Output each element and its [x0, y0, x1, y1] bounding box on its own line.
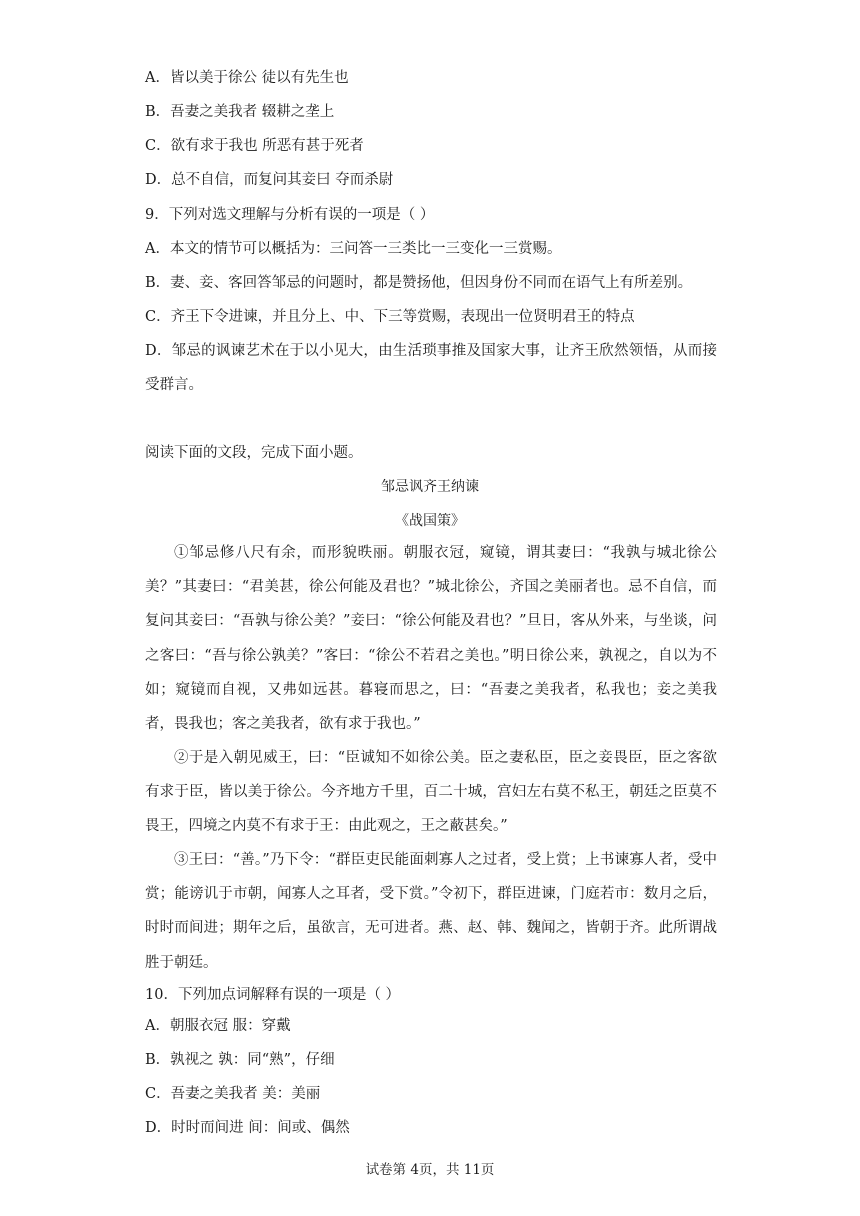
q10-option-a: A．朝服衣冠 服：穿戴 [145, 1018, 291, 1034]
q9-option-d: D．邹忌的讽谏艺术在于以小见大，由生活琐事推及国家大事，让齐王欣然领悟，从而接受群言。 [145, 343, 717, 394]
q9-option-c: C．齐王下令进谏，并且分上、中、下三等赏赐，表现出一位贤明君王的特点 [145, 309, 635, 325]
passage-paragraph-3: ③王曰：“善。”乃下令：“群臣吏民能面刺寡人之过者，受上赏；上书谏寡人者，受中赏；能谤讥于市朝，闻寡人之耳者，受下赏。”令初下，群臣进谏，门庭若市：数月之后，时时而间进；期年之后，虽欲言，无可进者。燕、赵、韩、魏闻之，皆朝于齐。此所谓战胜于朝廷。 [145, 852, 717, 971]
q8-option-a: A．皆以美于徐公 徒以有先生也 [145, 70, 349, 86]
passage-paragraph-1: ①邹忌修八尺有余，而形貌昳丽。朝服衣冠，窥镜，谓其妻曰：“我孰与城北徐公美？”其妻曰：“君美甚，徐公何能及君也？”城北徐公，齐国之美丽者也。忌不自信，而复问其妾曰：“吾孰与徐公美？”妾曰：“徐公何能及君也？”旦日，客从外来，与坐谈，问之客曰：“吾与徐公孰美？”客曰：“徐公不若君之美也。”明日徐公来，孰视之，自以为不如；窥镜而自视，又弗如远甚。暮寝而思之，曰：“吾妻之美我者，私我也；妾之美我者，畏我也；客之美我者，欲有求于我也。” [145, 545, 717, 733]
q9-stem: 9．下列对选文理解与分析有误的一项是（ ） [145, 207, 435, 223]
passage-source: 《战国策》 [395, 513, 465, 529]
q10-option-c: C．吾妻之美我者 美：美丽 [145, 1086, 321, 1102]
page-footer: 试卷第 4页，共 11页 [365, 1162, 495, 1178]
q9-option-b: B．妻、妾、客回答邹忌的问题时，都是赞扬他，但因身份不同而在语气上有所差别。 [145, 275, 693, 291]
q9-option-a: A．本文的情节可以概括为：三问答一三类比一三变化一三赏赐。 [145, 241, 562, 257]
q10-stem: 10．下列加点词解释有误的一项是（ ） [145, 987, 401, 1003]
reading-intro: 阅读下面的文段，完成下面小题。 [145, 445, 363, 461]
q8-option-d: D．总不自信，而复问其妾曰 夺而杀尉 [145, 172, 394, 188]
q8-option-b: B．吾妻之美我者 辍耕之垄上 [145, 104, 335, 120]
q10-option-d: D．时时而间进 间：间或、偶然 [145, 1120, 350, 1136]
passage-title: 邹忌讽齐王纳谏 [381, 479, 479, 495]
q10-option-b: B．孰视之 孰：同“熟”，仔细 [145, 1052, 335, 1068]
q8-option-c: C．欲有求于我也 所恶有甚于死者 [145, 138, 364, 154]
passage-paragraph-2: ②于是入朝见威王，曰：“臣诚知不如徐公美。臣之妻私臣，臣之妾畏臣，臣之客欲有求于臣，皆以美于徐公。今齐地方千里，百二十城，宫妇左右莫不私王，朝廷之臣莫不畏王，四境之内莫不有求于王：由此观之，王之蔽甚矣。” [145, 750, 717, 835]
